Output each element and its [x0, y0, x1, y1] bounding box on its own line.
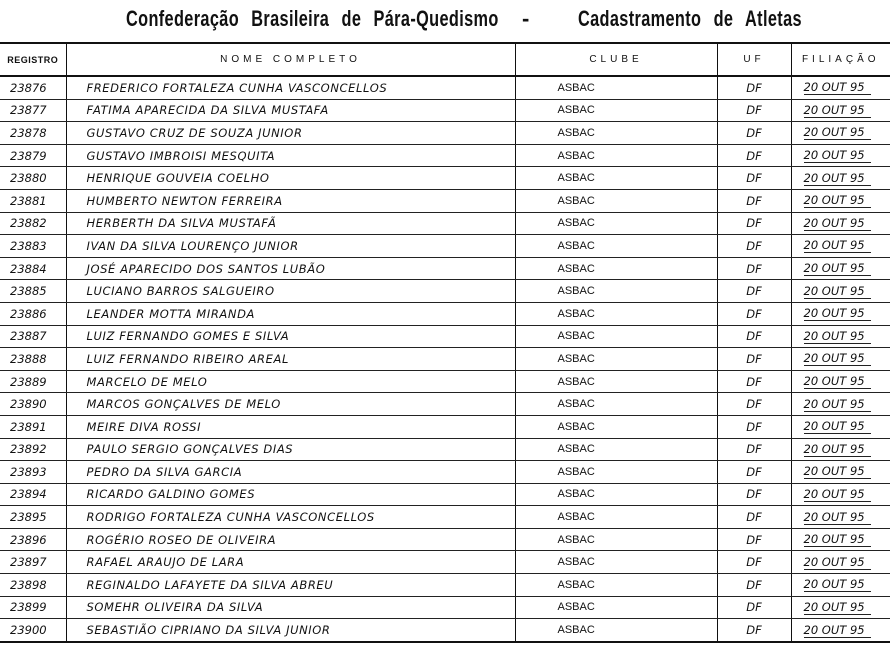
registro-cell: 23887	[0, 325, 66, 348]
table-row	[0, 483, 890, 506]
filiacao-cell	[791, 596, 890, 619]
filiacao-date: 20 OUT 95	[804, 306, 871, 321]
filiacao-date: 20 OUT 95	[804, 80, 871, 95]
table-row	[0, 438, 890, 461]
filiacao-date: 20 OUT 95	[804, 329, 871, 344]
filiacao-cell	[791, 483, 890, 506]
nome-cell: GUSTAVO IMBROISI MESQUITA	[66, 144, 515, 167]
filiacao-cell	[791, 415, 890, 438]
registro-cell: 23880	[0, 167, 66, 190]
table-row	[0, 325, 890, 348]
table-row	[0, 348, 890, 371]
clube-cell: ASBAC	[515, 415, 717, 438]
table-row	[0, 189, 890, 212]
uf-cell: DF	[717, 325, 791, 348]
header-clube: CLUBE	[515, 43, 717, 76]
registro-cell: 23900	[0, 619, 66, 642]
registro-cell: 23889	[0, 370, 66, 393]
table-header-row	[0, 43, 890, 76]
filiacao-date: 20 OUT 95	[804, 216, 871, 231]
filiacao-date: 20 OUT 95	[804, 261, 871, 276]
registro-cell: 23891	[0, 415, 66, 438]
table-row	[0, 235, 890, 258]
clube-cell: ASBAC	[515, 122, 717, 145]
nome-cell: REGINALDO LAFAYETE DA SILVA ABREU	[66, 574, 515, 597]
nome-cell: RODRIGO FORTALEZA CUNHA VASCONCELLOS	[66, 506, 515, 529]
nome-cell: PAULO SERGIO GONÇALVES DIAS	[66, 438, 515, 461]
uf-cell: DF	[717, 257, 791, 280]
filiacao-cell	[791, 325, 890, 348]
registro-cell: 23894	[0, 483, 66, 506]
clube-cell: ASBAC	[515, 99, 717, 122]
table-row	[0, 596, 890, 619]
table-row	[0, 415, 890, 438]
filiacao-cell	[791, 257, 890, 280]
filiacao-date: 20 OUT 95	[804, 555, 871, 570]
nome-cell: MARCOS GONÇALVES DE MELO	[66, 393, 515, 416]
uf-cell: DF	[717, 76, 791, 99]
table-row	[0, 461, 890, 484]
clube-cell: ASBAC	[515, 483, 717, 506]
registro-cell: 23885	[0, 280, 66, 303]
registro-cell: 23876	[0, 76, 66, 99]
nome-cell: HENRIQUE GOUVEIA COELHO	[66, 167, 515, 190]
nome-cell: LUCIANO BARROS SALGUEIRO	[66, 280, 515, 303]
registro-cell: 23883	[0, 235, 66, 258]
nome-cell: RAFAEL ARAUJO DE LARA	[66, 551, 515, 574]
clube-cell: ASBAC	[515, 619, 717, 642]
uf-cell: DF	[717, 348, 791, 371]
filiacao-cell	[791, 393, 890, 416]
registro-cell: 23888	[0, 348, 66, 371]
nome-cell: ROGÉRIO ROSEO DE OLIVEIRA	[66, 528, 515, 551]
clube-cell: ASBAC	[515, 189, 717, 212]
title-separator: -	[522, 6, 530, 31]
document-title	[0, 6, 890, 42]
filiacao-cell	[791, 370, 890, 393]
clube-cell: ASBAC	[515, 393, 717, 416]
nome-cell: MARCELO DE MELO	[66, 370, 515, 393]
filiacao-cell	[791, 189, 890, 212]
filiacao-date: 20 OUT 95	[804, 238, 871, 253]
filiacao-cell	[791, 574, 890, 597]
filiacao-cell	[791, 528, 890, 551]
uf-cell: DF	[717, 167, 791, 190]
filiacao-date: 20 OUT 95	[804, 510, 871, 525]
filiacao-date: 20 OUT 95	[804, 374, 871, 389]
filiacao-date: 20 OUT 95	[804, 351, 871, 366]
filiacao-cell	[791, 348, 890, 371]
nome-cell: LEANDER MOTTA MIRANDA	[66, 302, 515, 325]
registro-cell: 23897	[0, 551, 66, 574]
filiacao-cell	[791, 122, 890, 145]
uf-cell: DF	[717, 483, 791, 506]
registro-cell: 23881	[0, 189, 66, 212]
filiacao-date: 20 OUT 95	[804, 623, 871, 638]
table-row	[0, 76, 890, 99]
clube-cell: ASBAC	[515, 76, 717, 99]
filiacao-cell	[791, 438, 890, 461]
table-row	[0, 528, 890, 551]
header-nome: NOME COMPLETO	[66, 43, 515, 76]
nome-cell: SOMEHR OLIVEIRA DA SILVA	[66, 596, 515, 619]
table-row	[0, 212, 890, 235]
nome-cell: FATIMA APARECIDA DA SILVA MUSTAFA	[66, 99, 515, 122]
uf-cell: DF	[717, 370, 791, 393]
clube-cell: ASBAC	[515, 257, 717, 280]
uf-cell: DF	[717, 574, 791, 597]
table-row	[0, 619, 890, 642]
clube-cell: ASBAC	[515, 280, 717, 303]
filiacao-cell	[791, 302, 890, 325]
filiacao-cell	[791, 144, 890, 167]
table-row	[0, 167, 890, 190]
table-row	[0, 257, 890, 280]
clube-cell: ASBAC	[515, 348, 717, 371]
registro-cell: 23879	[0, 144, 66, 167]
table-row	[0, 99, 890, 122]
filiacao-date: 20 OUT 95	[804, 442, 871, 457]
table-row	[0, 280, 890, 303]
title-subject: Cadastramento de Atletas	[578, 6, 802, 31]
filiacao-cell	[791, 461, 890, 484]
filiacao-date: 20 OUT 95	[804, 577, 871, 592]
uf-cell: DF	[717, 144, 791, 167]
clube-cell: ASBAC	[515, 438, 717, 461]
filiacao-date: 20 OUT 95	[804, 193, 871, 208]
filiacao-cell	[791, 212, 890, 235]
filiacao-cell	[791, 235, 890, 258]
title-organization: Confederação Brasileira de Pára-Quedismo	[126, 6, 499, 31]
table-row	[0, 551, 890, 574]
nome-cell: RICARDO GALDINO GOMES	[66, 483, 515, 506]
filiacao-cell	[791, 619, 890, 642]
header-registro: REGISTRO	[0, 43, 66, 76]
nome-cell: HERBERTH DA SILVA MUSTAFÃ	[66, 212, 515, 235]
uf-cell: DF	[717, 506, 791, 529]
uf-cell: DF	[717, 122, 791, 145]
nome-cell: IVAN DA SILVA LOURENÇO JUNIOR	[66, 235, 515, 258]
registro-cell: 23882	[0, 212, 66, 235]
nome-cell: FREDERICO FORTALEZA CUNHA VASCONCELLOS	[66, 76, 515, 99]
table-row	[0, 506, 890, 529]
nome-cell: SEBASTIÃO CIPRIANO DA SILVA JUNIOR	[66, 619, 515, 642]
filiacao-date: 20 OUT 95	[804, 419, 871, 434]
registro-cell: 23877	[0, 99, 66, 122]
filiacao-date: 20 OUT 95	[804, 148, 871, 163]
filiacao-date: 20 OUT 95	[804, 487, 871, 502]
filiacao-cell	[791, 167, 890, 190]
clube-cell: ASBAC	[515, 596, 717, 619]
filiacao-date: 20 OUT 95	[804, 171, 871, 186]
uf-cell: DF	[717, 280, 791, 303]
uf-cell: DF	[717, 438, 791, 461]
nome-cell: LUIZ FERNANDO GOMES E SILVA	[66, 325, 515, 348]
filiacao-cell	[791, 551, 890, 574]
registro-cell: 23893	[0, 461, 66, 484]
uf-cell: DF	[717, 461, 791, 484]
clube-cell: ASBAC	[515, 325, 717, 348]
clube-cell: ASBAC	[515, 235, 717, 258]
registro-cell: 23890	[0, 393, 66, 416]
filiacao-date: 20 OUT 95	[804, 600, 871, 615]
table-row	[0, 393, 890, 416]
uf-cell: DF	[717, 302, 791, 325]
uf-cell: DF	[717, 99, 791, 122]
clube-cell: ASBAC	[515, 574, 717, 597]
filiacao-date: 20 OUT 95	[804, 125, 871, 140]
registro-cell: 23896	[0, 528, 66, 551]
table-row	[0, 302, 890, 325]
table-row	[0, 370, 890, 393]
table-row	[0, 574, 890, 597]
registro-cell: 23886	[0, 302, 66, 325]
uf-cell: DF	[717, 551, 791, 574]
nome-cell: GUSTAVO CRUZ DE SOUZA JUNIOR	[66, 122, 515, 145]
registro-cell: 23878	[0, 122, 66, 145]
filiacao-date: 20 OUT 95	[804, 397, 871, 412]
header-uf: UF	[717, 43, 791, 76]
uf-cell: DF	[717, 189, 791, 212]
nome-cell: LUIZ FERNANDO RIBEIRO AREAL	[66, 348, 515, 371]
uf-cell: DF	[717, 212, 791, 235]
clube-cell: ASBAC	[515, 506, 717, 529]
registro-cell: 23898	[0, 574, 66, 597]
clube-cell: ASBAC	[515, 212, 717, 235]
athlete-table	[0, 42, 890, 643]
clube-cell: ASBAC	[515, 302, 717, 325]
clube-cell: ASBAC	[515, 370, 717, 393]
filiacao-cell	[791, 280, 890, 303]
filiacao-date: 20 OUT 95	[804, 284, 871, 299]
nome-cell: JOSÉ APARECIDO DOS SANTOS LUBÃO	[66, 257, 515, 280]
nome-cell: PEDRO DA SILVA GARCIA	[66, 461, 515, 484]
table-body	[0, 76, 890, 642]
filiacao-date: 20 OUT 95	[804, 464, 871, 479]
uf-cell: DF	[717, 596, 791, 619]
registro-cell: 23899	[0, 596, 66, 619]
uf-cell: DF	[717, 619, 791, 642]
uf-cell: DF	[717, 235, 791, 258]
registro-cell: 23895	[0, 506, 66, 529]
filiacao-cell	[791, 99, 890, 122]
clube-cell: ASBAC	[515, 144, 717, 167]
clube-cell: ASBAC	[515, 461, 717, 484]
table-row	[0, 122, 890, 145]
filiacao-cell	[791, 506, 890, 529]
clube-cell: ASBAC	[515, 167, 717, 190]
nome-cell: HUMBERTO NEWTON FERREIRA	[66, 189, 515, 212]
uf-cell: DF	[717, 528, 791, 551]
clube-cell: ASBAC	[515, 528, 717, 551]
filiacao-cell	[791, 76, 890, 99]
filiacao-date: 20 OUT 95	[804, 103, 871, 118]
clube-cell: ASBAC	[515, 551, 717, 574]
header-filiacao: FILIAÇÃO	[791, 43, 890, 76]
registro-cell: 23892	[0, 438, 66, 461]
registro-cell: 23884	[0, 257, 66, 280]
nome-cell: MEIRE DIVA ROSSI	[66, 415, 515, 438]
filiacao-date: 20 OUT 95	[804, 532, 871, 547]
table-row	[0, 144, 890, 167]
uf-cell: DF	[717, 393, 791, 416]
uf-cell: DF	[717, 415, 791, 438]
